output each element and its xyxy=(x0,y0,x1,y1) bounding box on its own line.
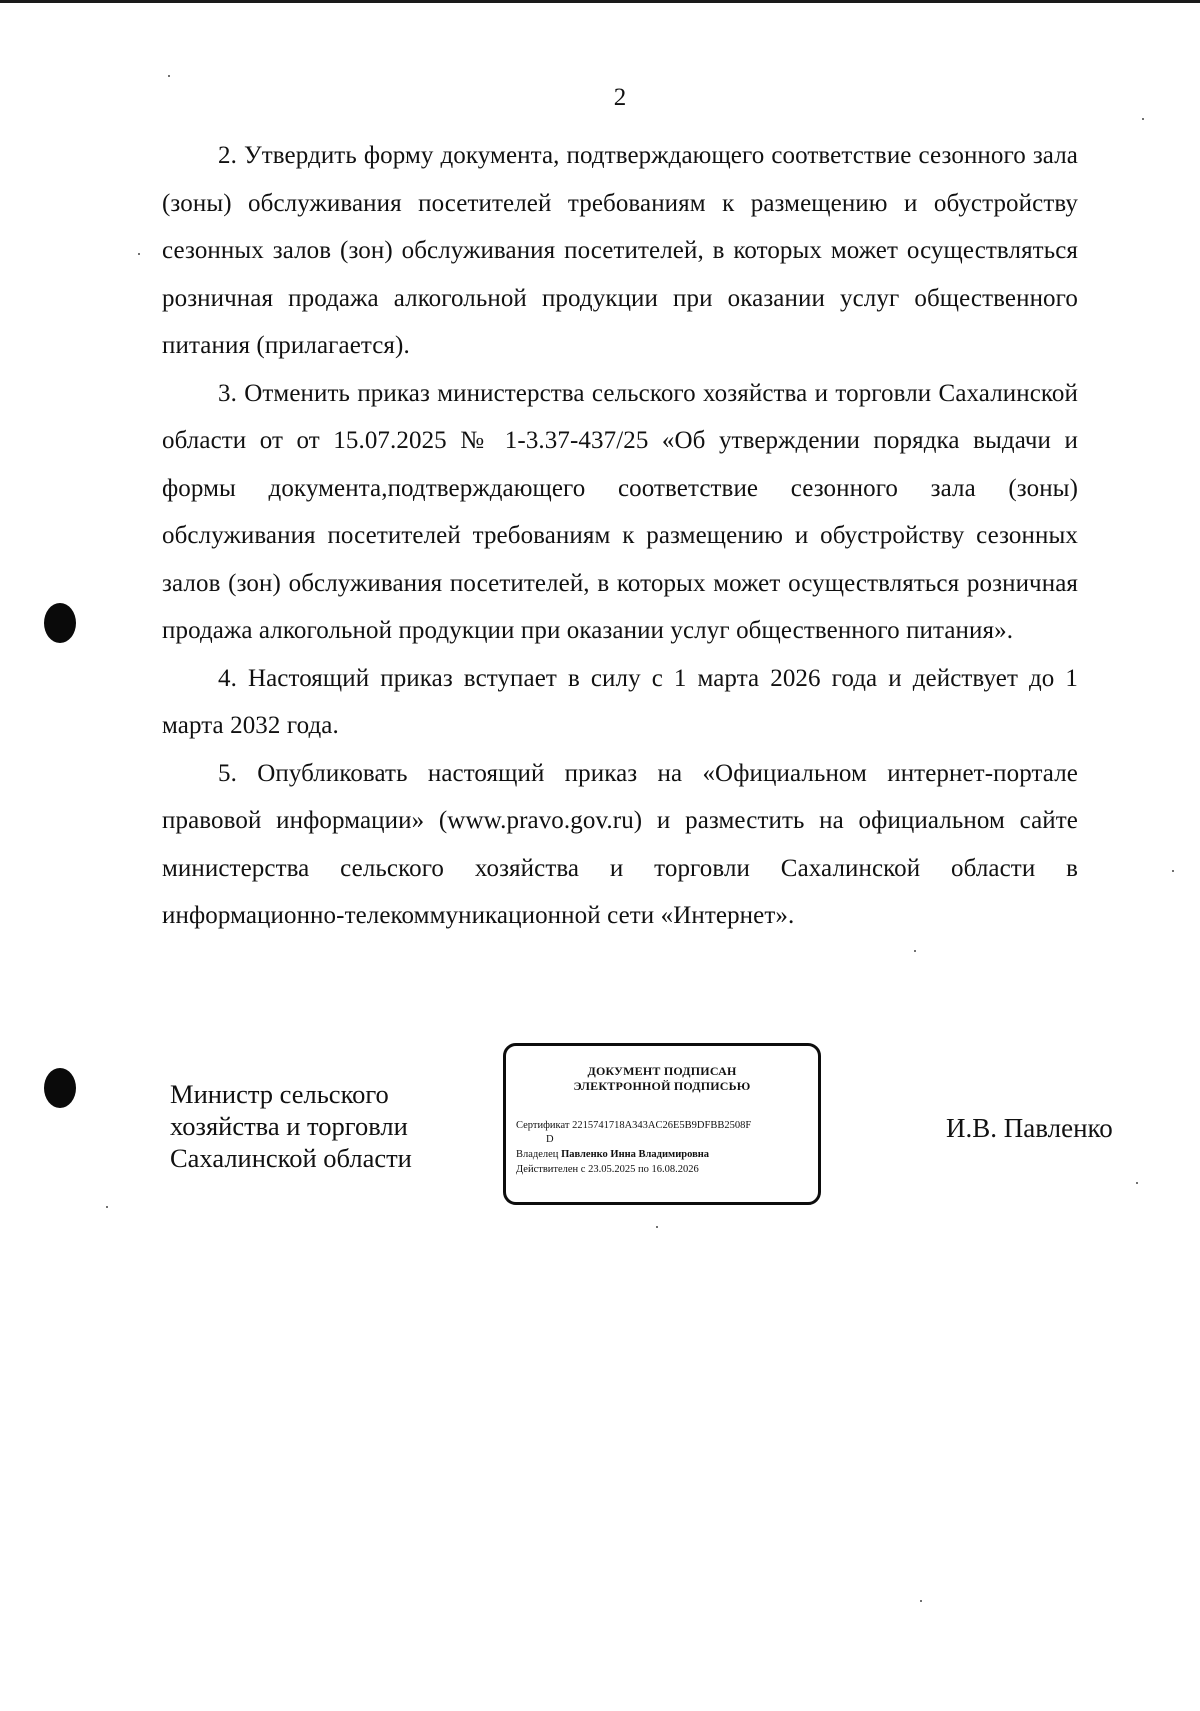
stamp-owner xyxy=(516,1148,816,1161)
paragraph-2: 2. Утвердить форму документа, подтверждающего соответствие сезонного зала (зоны) обслуживания посетителей требованиям к размещению и обустройству сезонных залов (зон) обслуживания посетителей, в которых может осуществляться розничная продажа алкогольной продукции при оказании услуг общественного питания (прилагается). xyxy=(162,142,1078,359)
scan-speck xyxy=(1172,870,1174,872)
scan-speck xyxy=(138,253,140,255)
owner-label: Владелец xyxy=(516,1149,559,1160)
scan-speck xyxy=(106,1206,108,1208)
punch-hole-upper xyxy=(44,603,76,643)
document-body xyxy=(162,132,1078,940)
position-line-3: Сахалинской области xyxy=(170,1143,412,1173)
certificate-value: 2215741718A343AC26E5B9DFBB2508F xyxy=(572,1120,752,1131)
scan-speck xyxy=(656,1226,658,1228)
scan-speck xyxy=(168,75,170,77)
scan-speck xyxy=(914,950,916,952)
stamp-title xyxy=(506,1064,818,1094)
punch-hole-lower xyxy=(44,1068,76,1108)
stamp-title-line-1: ДОКУМЕНТ ПОДПИСАН xyxy=(587,1064,737,1078)
paragraph-4: 4. Настоящий приказ вступает в силу с 1 марта 2026 года и действует до 1 марта 2032 года. xyxy=(162,664,1078,739)
page-number: 2 xyxy=(613,84,627,111)
signature-position xyxy=(170,1078,412,1174)
position-line-2: хозяйства и торговли xyxy=(170,1111,408,1141)
signer-name: И.В. Павленко xyxy=(946,1113,1113,1143)
stamp-validity: Действителен с 23.05.2025 по 16.08.2026 xyxy=(516,1164,699,1175)
paragraph-5: 5. Опубликовать настоящий приказ на «Официальном интернет-портале правовой информации» (www.pravo.gov.ru) и разместить на официальном сайте министерства сельского хозяйства и торговли Сахалинской области в информационно-телекоммуникационной сети «Интернет». xyxy=(162,759,1078,929)
owner-value: Павленко Инна Владимировна xyxy=(561,1149,710,1160)
e-signature-stamp xyxy=(503,1043,821,1205)
stamp-certificate xyxy=(516,1119,816,1132)
scan-top-edge xyxy=(0,0,1200,3)
stamp-title-line-2: ЭЛЕКТРОННОЙ ПОДПИСЬЮ xyxy=(573,1079,751,1093)
certificate-label: Сертификат xyxy=(516,1120,570,1131)
scan-speck xyxy=(1136,1182,1138,1184)
position-line-1: Министр сельского xyxy=(170,1079,389,1109)
certificate-value-cont: D xyxy=(546,1134,554,1145)
paragraph-3: 3. Отменить приказ министерства сельского хозяйства и торговли Сахалинской области от от 15.07.2025 № 1-3.37-437/25 «Об утверждении порядка выдачи и формы документа,подтверждающего соответствие сезонного зала (зоны) обслуживания посетителей требованиям к размещению и обустройству сезонных залов (зон) обслуживания посетителей, в которых может осуществляться розничная продажа алкогольной продукции при оказании услуг общественного питания». xyxy=(162,379,1078,644)
scan-speck xyxy=(920,1600,922,1602)
scan-speck xyxy=(1142,118,1144,120)
